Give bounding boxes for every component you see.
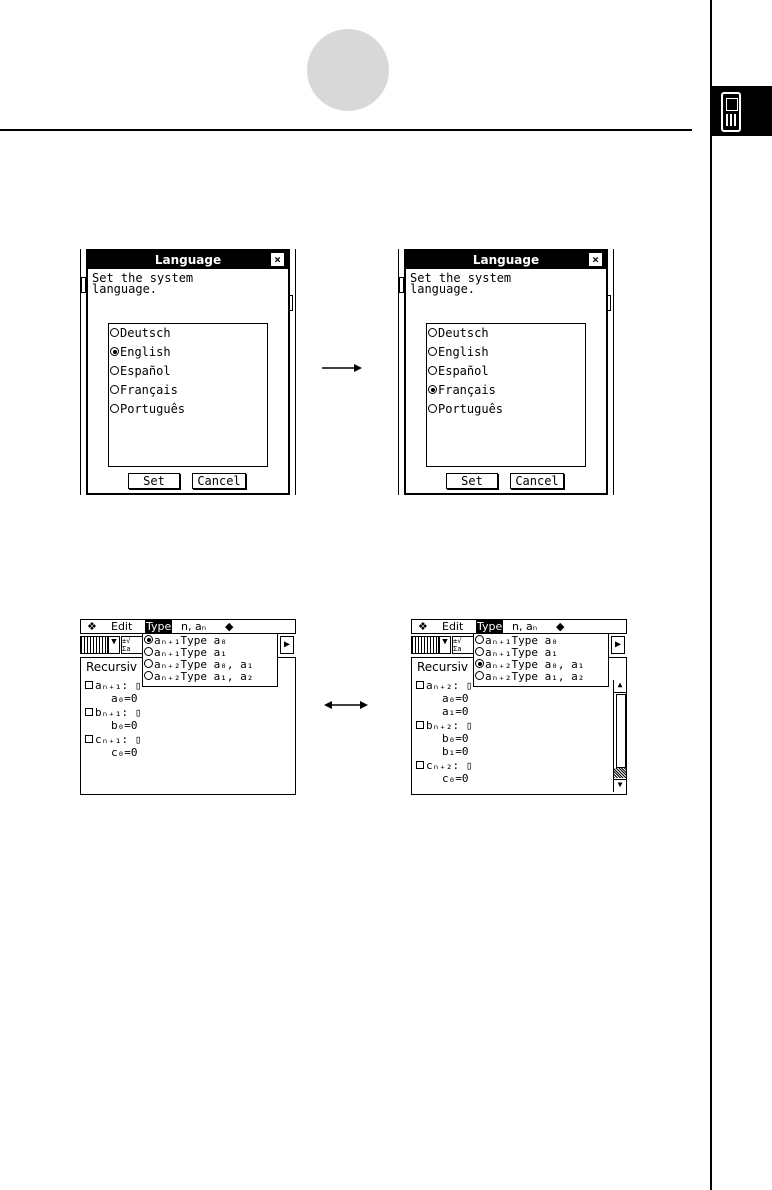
checkbox-icon[interactable]: [85, 681, 93, 689]
dialog-title: Language: [406, 251, 606, 269]
set-button[interactable]: Set: [128, 473, 180, 489]
close-icon[interactable]: ×: [271, 253, 284, 266]
list-item[interactable]: a₀=0: [442, 692, 469, 705]
menu-n-an[interactable]: n, aₙ: [181, 620, 207, 633]
radio-icon: [475, 635, 484, 644]
scrollbar-track[interactable]: [614, 768, 626, 778]
radio-icon: [428, 366, 437, 375]
menu-item-type-1[interactable]: aₙ₊₁Type a₀: [475, 635, 558, 647]
list-item[interactable]: b₁=0: [442, 745, 469, 758]
language-list: [426, 323, 586, 467]
menu-type[interactable]: Type: [477, 620, 503, 633]
list-item[interactable]: a₀=0: [111, 692, 138, 705]
scrollbar-thumb[interactable]: [616, 694, 626, 768]
radio-icon: [428, 347, 437, 356]
list-item[interactable]: aₙ₊₁: ▯: [85, 679, 141, 692]
menu-edit[interactable]: Edit: [442, 620, 464, 633]
list-item[interactable]: cₙ₊₁: ▯: [85, 733, 141, 746]
menu-edit[interactable]: Edit: [111, 620, 133, 633]
option-francais[interactable]: Français: [110, 383, 178, 397]
list-item[interactable]: bₙ₊₂: ▯: [416, 719, 472, 732]
checkbox-icon[interactable]: [85, 735, 93, 743]
dialog-prompt: Set the system language.: [92, 271, 194, 296]
scroll-up-icon[interactable]: ▲: [614, 680, 626, 693]
menu-item-type-4[interactable]: aₙ₊₂Type a₁, a₂: [144, 671, 253, 683]
menu-item-type-4[interactable]: aₙ₊₂Type a₁, a₂: [475, 671, 584, 683]
table-icon[interactable]: [80, 636, 108, 654]
radio-icon: [144, 659, 153, 668]
list-item[interactable]: b₀=0: [111, 719, 138, 732]
list-item[interactable]: aₙ₊₂: ▯: [416, 679, 472, 692]
scroll-down-icon[interactable]: ▼: [614, 779, 626, 792]
menu-item-type-2[interactable]: aₙ₊₁Type a₁: [475, 647, 558, 659]
double-arrow-icon: [324, 699, 368, 711]
option-espanol[interactable]: Español: [428, 364, 489, 378]
radio-selected-icon: [475, 659, 484, 668]
language-list: [108, 323, 268, 467]
list-item[interactable]: b₀=0: [442, 732, 469, 745]
list-item[interactable]: bₙ₊₁: ▯: [85, 706, 141, 719]
option-portugues[interactable]: Português: [428, 402, 503, 416]
radio-icon: [110, 366, 119, 375]
list-item[interactable]: c₀=0: [111, 746, 138, 759]
list-item[interactable]: cₙ₊₂: ▯: [416, 759, 472, 772]
checkbox-icon[interactable]: [85, 708, 93, 716]
menu-n-an[interactable]: n, aₙ: [512, 620, 538, 633]
radio-icon: [475, 647, 484, 656]
header-rule: [0, 129, 692, 131]
menu-bar: [411, 619, 627, 634]
checkbox-icon[interactable]: [416, 681, 424, 689]
vertical-scrollbar[interactable]: [613, 680, 626, 792]
menu-bar: [80, 619, 296, 634]
radio-icon: [110, 385, 119, 394]
language-dialog-right: [398, 249, 614, 495]
sigma-icon[interactable]: ±√ Σa: [452, 636, 474, 654]
checkbox-icon[interactable]: [416, 721, 424, 729]
scroll-right-icon[interactable]: ▶: [611, 636, 625, 654]
cancel-button[interactable]: Cancel: [192, 473, 246, 489]
menu-item-type-3[interactable]: aₙ₊₂Type a₀, a₁: [144, 659, 253, 671]
checkbox-icon[interactable]: [416, 761, 424, 769]
type-dropdown-menu: [142, 633, 278, 687]
menu-item-type-2[interactable]: aₙ₊₁Type a₁: [144, 647, 227, 659]
radio-icon: [144, 647, 153, 656]
radio-icon: [110, 328, 119, 337]
cancel-button[interactable]: Cancel: [510, 473, 564, 489]
radio-icon: [110, 404, 119, 413]
panel-title: Recursiv: [417, 660, 469, 674]
option-espanol[interactable]: Español: [110, 364, 171, 378]
type-dropdown-menu: [473, 633, 609, 687]
sequence-screen-left: [80, 619, 296, 795]
dropdown-icon[interactable]: ▼: [439, 636, 451, 654]
option-deutsch[interactable]: Deutsch: [428, 326, 489, 340]
option-deutsch[interactable]: Deutsch: [110, 326, 171, 340]
set-button[interactable]: Set: [446, 473, 498, 489]
menu-more-icon[interactable]: ◆: [225, 620, 234, 633]
dialog-prompt: Set the system language.: [410, 271, 512, 296]
dialog-title: Language: [88, 251, 288, 269]
option-francais[interactable]: Français: [428, 383, 496, 397]
list-item[interactable]: a₁=0: [442, 705, 469, 718]
chapter-circle: [307, 29, 389, 111]
radio-icon: [428, 328, 437, 337]
calculator-tab-icon: [712, 86, 772, 136]
sequence-screen-right: [411, 619, 627, 795]
menu-more-icon[interactable]: ◆: [556, 620, 565, 633]
radio-icon: [475, 671, 484, 680]
list-item[interactable]: c₀=0: [442, 772, 469, 785]
radio-icon: [144, 671, 153, 680]
option-portugues[interactable]: Português: [110, 402, 185, 416]
sigma-icon[interactable]: ±√ Σa: [121, 636, 143, 654]
radio-selected-icon: [144, 635, 153, 644]
table-icon[interactable]: [411, 636, 439, 654]
scroll-right-icon[interactable]: ▶: [280, 636, 294, 654]
menu-item-type-3[interactable]: aₙ₊₂Type a₀, a₁: [475, 659, 584, 671]
language-dialog-left: [80, 249, 296, 495]
menu-type[interactable]: Type: [146, 620, 172, 633]
radio-selected-icon: [110, 347, 119, 356]
option-english[interactable]: English: [428, 345, 489, 359]
menu-item-type-1[interactable]: aₙ₊₁Type a₀: [144, 635, 227, 647]
option-english[interactable]: English: [110, 345, 171, 359]
radio-selected-icon: [428, 385, 437, 394]
dropdown-icon[interactable]: ▼: [108, 636, 120, 654]
radio-icon: [428, 404, 437, 413]
menu-icon[interactable]: ❖: [87, 620, 97, 633]
menu-icon[interactable]: ❖: [418, 620, 428, 633]
close-icon[interactable]: ×: [589, 253, 602, 266]
right-arrow-icon: [322, 362, 362, 374]
margin-rule: [710, 0, 712, 1190]
panel-title: Recursiv: [86, 660, 138, 674]
